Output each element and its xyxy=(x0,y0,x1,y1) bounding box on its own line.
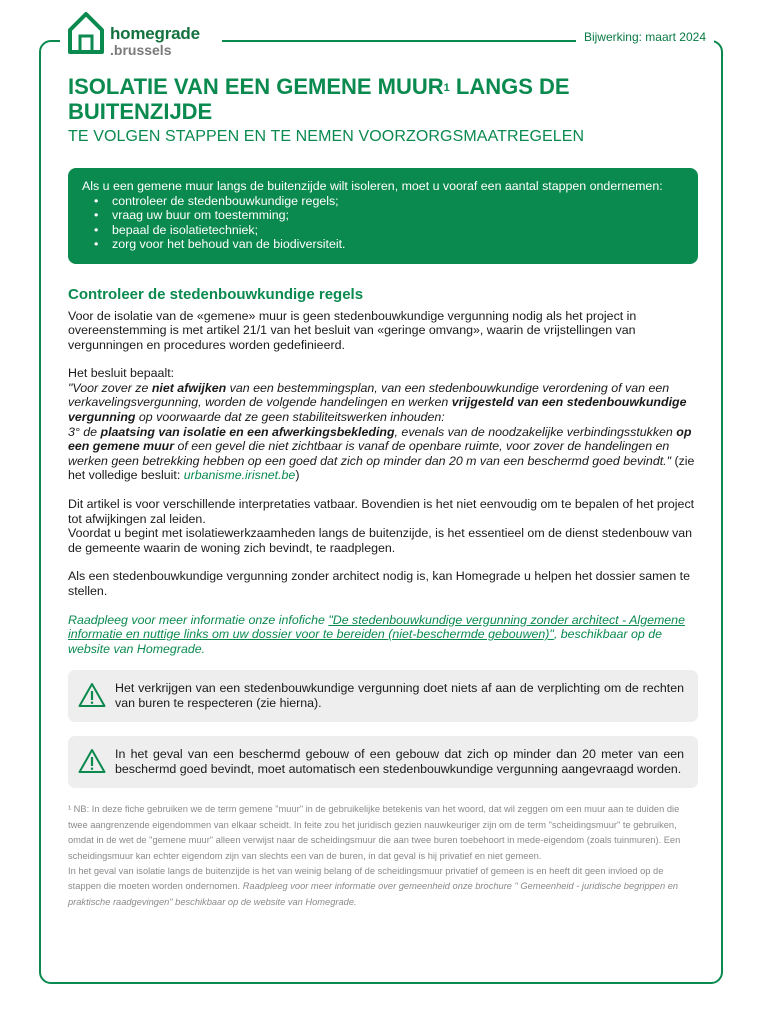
infofiche-link[interactable]: "De stedenbouwkundige vergunning zonder architect - Algemene informatie en nuttige links om uw dossier voor te bereiden (niet-beschermde gebouwen)" xyxy=(68,612,685,642)
urbanisme-link[interactable]: urbanisme.irisnet.be xyxy=(183,468,296,483)
list-item: • zorg voor het behoud van de biodiversiteit. xyxy=(82,237,685,252)
page-subtitle: TE VOLGEN STAPPEN EN TE NEMEN VOORZORGSMAATREGELEN xyxy=(68,128,585,145)
decree-quote: Het besluit bepaalt: "Voor zover ze niet afwijken van een bestemmingsplan, van een stedenbouwkundige verordening of van een verkavelingsvergunning, worden de volgende handelingen en werken vrijgesteld van een stedenbouwkundige vergunning op voorwaarde dat ze geen stabiliteitswerken inhouden: 3° de plaatsing van isolatie en een afwerkingsbekleding, evenals van de noodzakelijke verbindingsstukken op een gemene muur of een gevel die niet zichtbaar is vanaf de openbare ruimte, voor zover de handelingen en werken geen betrekking hebben op een goed dat zich op minder dan 20 m van een beschermd goed bevindt." (zie het volledige besluit: urbanisme.irisnet.be) xyxy=(68,366,695,483)
logo-text-homegrade: homegrade xyxy=(110,24,200,43)
paragraph: Dit artikel is voor verschillende interpretaties vatbaar. Bovendien is het niet eenvoudig om te bepalen of het project tot afwijkingen zal leiden. Voordat u begint met isolatiewerkzaamheden langs de buitenzijde, is het essentieel om de dienst stedenbouw van de gemeente waarin de woning zich bevindt, te raadplegen. xyxy=(68,497,695,555)
intro-list xyxy=(82,194,685,252)
warning-text: Het verkrijgen van een stedenbouwkundige vergunning doet niets af aan de verplichting om de rechten van buren te respecteren (zie hierna). xyxy=(115,681,684,711)
list-item: • controleer de stedenbouwkundige regels; xyxy=(82,194,685,209)
footnote xyxy=(68,802,698,910)
warning-icon xyxy=(78,682,106,708)
more-info: Raadpleeg voor meer informatie onze infofiche "De stedenbouwkundige vergunning zonder architect - Algemene informatie en nuttige links om uw dossier voor te bereiden (niet-beschermde gebouwen)", beschikbaar op de website van Homegrade. xyxy=(68,612,685,656)
warning-box xyxy=(68,736,698,788)
footnote-text: ¹ NB: In deze fiche gebruiken we de term gemene "muur" in de gebruikelijke betekenis van het woord, dat wil zeggen om een muur aan te duiden die twee aangrenzende eigendommen van elkaar scheidt. In feite zou het juridisch gezien nauwkeuriger zijn om de term "scheidingsmuur" te gebruiken, omdat in de wet de "gemene muur" alleen verwijst naar de scheidingsmuur die aan twee buren toebehoort in mede-eigendom (zoals tuinmuren). Een scheidingsmuur kan echter eigendom zijn van slechts een van de buren, in dat geval is hij privatief en niet gemeen. xyxy=(68,804,681,861)
document-content xyxy=(68,74,698,910)
page-title: ISOLATIE VAN EEN GEMENE MUUR$^1$ LANGS DE BUITENZIJDE xyxy=(68,74,570,124)
footnote-marker: 1 xyxy=(443,82,450,94)
warning-icon xyxy=(78,748,106,774)
paragraph: Voor de isolatie van de «gemene» muur is geen stedenbouwkundige vergunning nodig als het project in overeenstemming is met artikel 21/1 van het besluit van «geringe omvang», waarin de vrijstellingen van vergunningen en procedures worden gedefinieerd. xyxy=(68,308,637,352)
section-heading: Controleer de stedenbouwkundige regels xyxy=(68,285,364,303)
footnote-text: In het geval van isolatie langs de buitenzijde is het van weinig belang of de scheidingsmuur privatief of gemeen is en heeft dit geen invloed op de stappen die moeten worden ondernomen. Raadpleeg voor meer informatie over gemeenheid onze brochure " Gemeenheid - juridische begrippen en praktische raadgevingen" beschikbaar op de website van Homegrade. xyxy=(68,866,679,907)
homegrade-logo xyxy=(60,8,222,58)
warning-text: In het geval van een beschermd gebouw of een gebouw dat zich op minder dan 20 meter van een beschermd goed bevindt, moet automatisch een stedenbouwkundige vergunning aangevraagd worden. xyxy=(115,747,684,777)
update-date: Bijwerking: maart 2024 xyxy=(576,30,714,44)
paragraph: Als een stedenbouwkundige vergunning zonder architect nodig is, kan Homegrade u helpen het dossier samen te stellen. xyxy=(68,569,690,598)
intro-box xyxy=(68,168,698,264)
list-item: • vraag uw buur om toestemming; xyxy=(82,208,685,223)
intro-text: Als u een gemene muur langs de buitenzijde wilt isoleren, moet u vooraf een aantal stappen ondernemen: xyxy=(82,179,663,193)
logo-text-brussels: .brussels xyxy=(110,42,172,58)
list-item: • bepaal de isolatietechniek; xyxy=(82,223,685,238)
house-logo-icon xyxy=(66,10,106,56)
warning-box xyxy=(68,670,698,722)
